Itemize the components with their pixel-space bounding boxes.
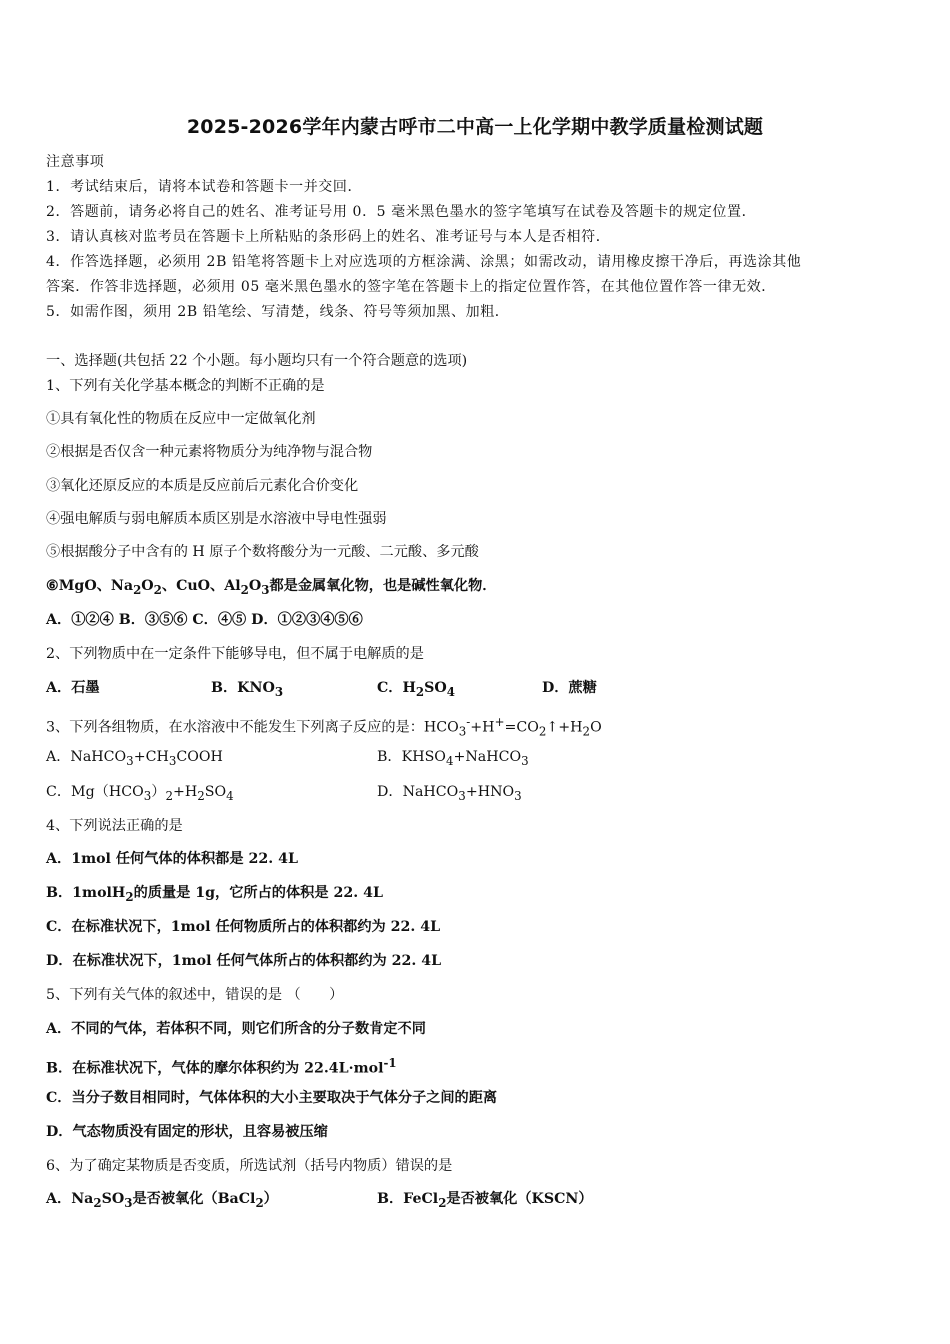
question-1-statement-2: ②根据是否仅含一种元素将物质分为纯净物与混合物 [46,444,373,460]
question-6-option-a: A．$Na_2SO_3$是否被氧化（BaCl$_2$） [46,1191,278,1210]
question-4-option-a: A．1mol 任何气体的体积都是 22. 4L [46,851,298,867]
question-2-option-d: D．蔗糖 [542,680,597,696]
question-5-stem: 5、下列有关气体的叙述中，错误的是 （ ） [46,987,344,1003]
section-heading: 一、选择题(共包括 22 个小题。每小题均只有一个符合题意的选项) [46,353,468,369]
notice-item-3: 3．请认真核对监考员在答题卡上所粘贴的条形码上的姓名、准考证号与本人是否相符． [46,229,611,245]
question-3-option-a: A．$NaHCO_3+CH_3COOH$ [46,749,223,768]
question-4-option-c: C．在标准状况下，1mol 任何物质所占的体积都约为 22. 4L [46,919,441,935]
question-6-option-b: B．FeCl$_2$是否被氧化（KSCN） [377,1191,593,1210]
question-2-option-c: C．$H_2SO_4$ [377,680,455,699]
question-5-option-a: A．不同的气体，若体积不同，则它们所含的分子数肯定不同 [46,1021,426,1037]
question-3-stem: 3、下列各组物质，在水溶液中不能发生下列离子反应的是：$HCO_3^-+H^+=CO_2↑+H_2O$ [46,715,602,739]
question-1-statement-4: ④强电解质与弱电解质本质区别是水溶液中导电性强弱 [46,511,387,527]
question-5-option-b: B．在标准状况下，气体的摩尔体积约为 22.4L·mol$^{-1}$ [46,1056,397,1077]
question-4-stem: 4、下列说法正确的是 [46,818,183,834]
page-title: 2025-2026学年内蒙古呼市二中高一上化学期中教学质量检测试题 [186,116,764,138]
question-1-statement-6: ⑥MgO、$Na_2O_2$、CuO、$Al_2O_3$都是金属氧化物，也是碱性氧化物． [46,578,497,597]
question-1-statement-1: ①具有氧化性的物质在反应中一定做氧化剂 [46,411,316,427]
notice-item-5: 5．如需作图，须用 2B 铅笔绘、写清楚，线条、符号等须加黑、加粗． [46,304,510,320]
question-2-stem: 2、下列物质中在一定条件下能够导电，但不属于电解质的是 [46,646,424,662]
notice-item-4: 4．作答选择题，必须用 2B 铅笔将答题卡上对应选项的方框涂满、涂黑；如需改动，请用橡皮擦干净后，再选涂其他 [46,254,802,270]
notice-heading: 注意事项 [46,154,105,170]
question-1-statement-5: ⑤根据酸分子中含有的 H 原子个数将酸分为一元酸、二元酸、多元酸 [46,544,479,560]
question-3-option-c: C．$Mg(HCO_3)_2+H_2SO_4$ [46,784,234,803]
question-3-option-b: B．$KHSO_4+NaHCO_3$ [377,749,529,768]
question-2-option-a: A．石墨 [46,680,100,696]
question-1-stem: 1、下列有关化学基本概念的判断不正确的是 [46,378,325,394]
question-6-stem: 6、为了确定某物质是否变质，所选试剂（括号内物质）错误的是 [46,1158,453,1174]
question-1-options: A．①②④ B．③⑤⑥ C．④⑤ D．①②③④⑤⑥ [46,612,363,628]
question-4-option-b: B．1molH$_2$的质量是 1g，它所占的体积是 22. 4L [46,885,383,904]
question-5-option-d: D．气态物质没有固定的形状，且容易被压缩 [46,1124,328,1140]
notice-item-1: 1．考试结束后，请将本试卷和答题卡一并交回． [46,179,363,195]
question-4-option-d: D．在标准状况下，1mol 任何气体所占的体积都约为 22. 4L [46,953,442,969]
question-1-statement-3: ③氧化还原反应的本质是反应前后元素化合价变化 [46,478,359,494]
notice-item-4-cont: 答案．作答非选择题，必须用 05 毫米黑色墨水的签字笔在答题卡上的指定位置作答，在其他位置作答一律无效． [46,279,776,295]
question-2-option-b: B．$KNO_3$ [211,680,284,699]
question-5-option-c: C．当分子数目相同时，气体体积的大小主要取决于气体分子之间的距离 [46,1090,498,1106]
question-3-option-d: D．$NaHCO_3+HNO_3$ [377,784,522,803]
notice-item-2: 2．答题前，请务必将自己的姓名、准考证号用 0．5 毫米黑色墨水的签字笔填写在试卷及答题卡的规定位置． [46,204,757,220]
